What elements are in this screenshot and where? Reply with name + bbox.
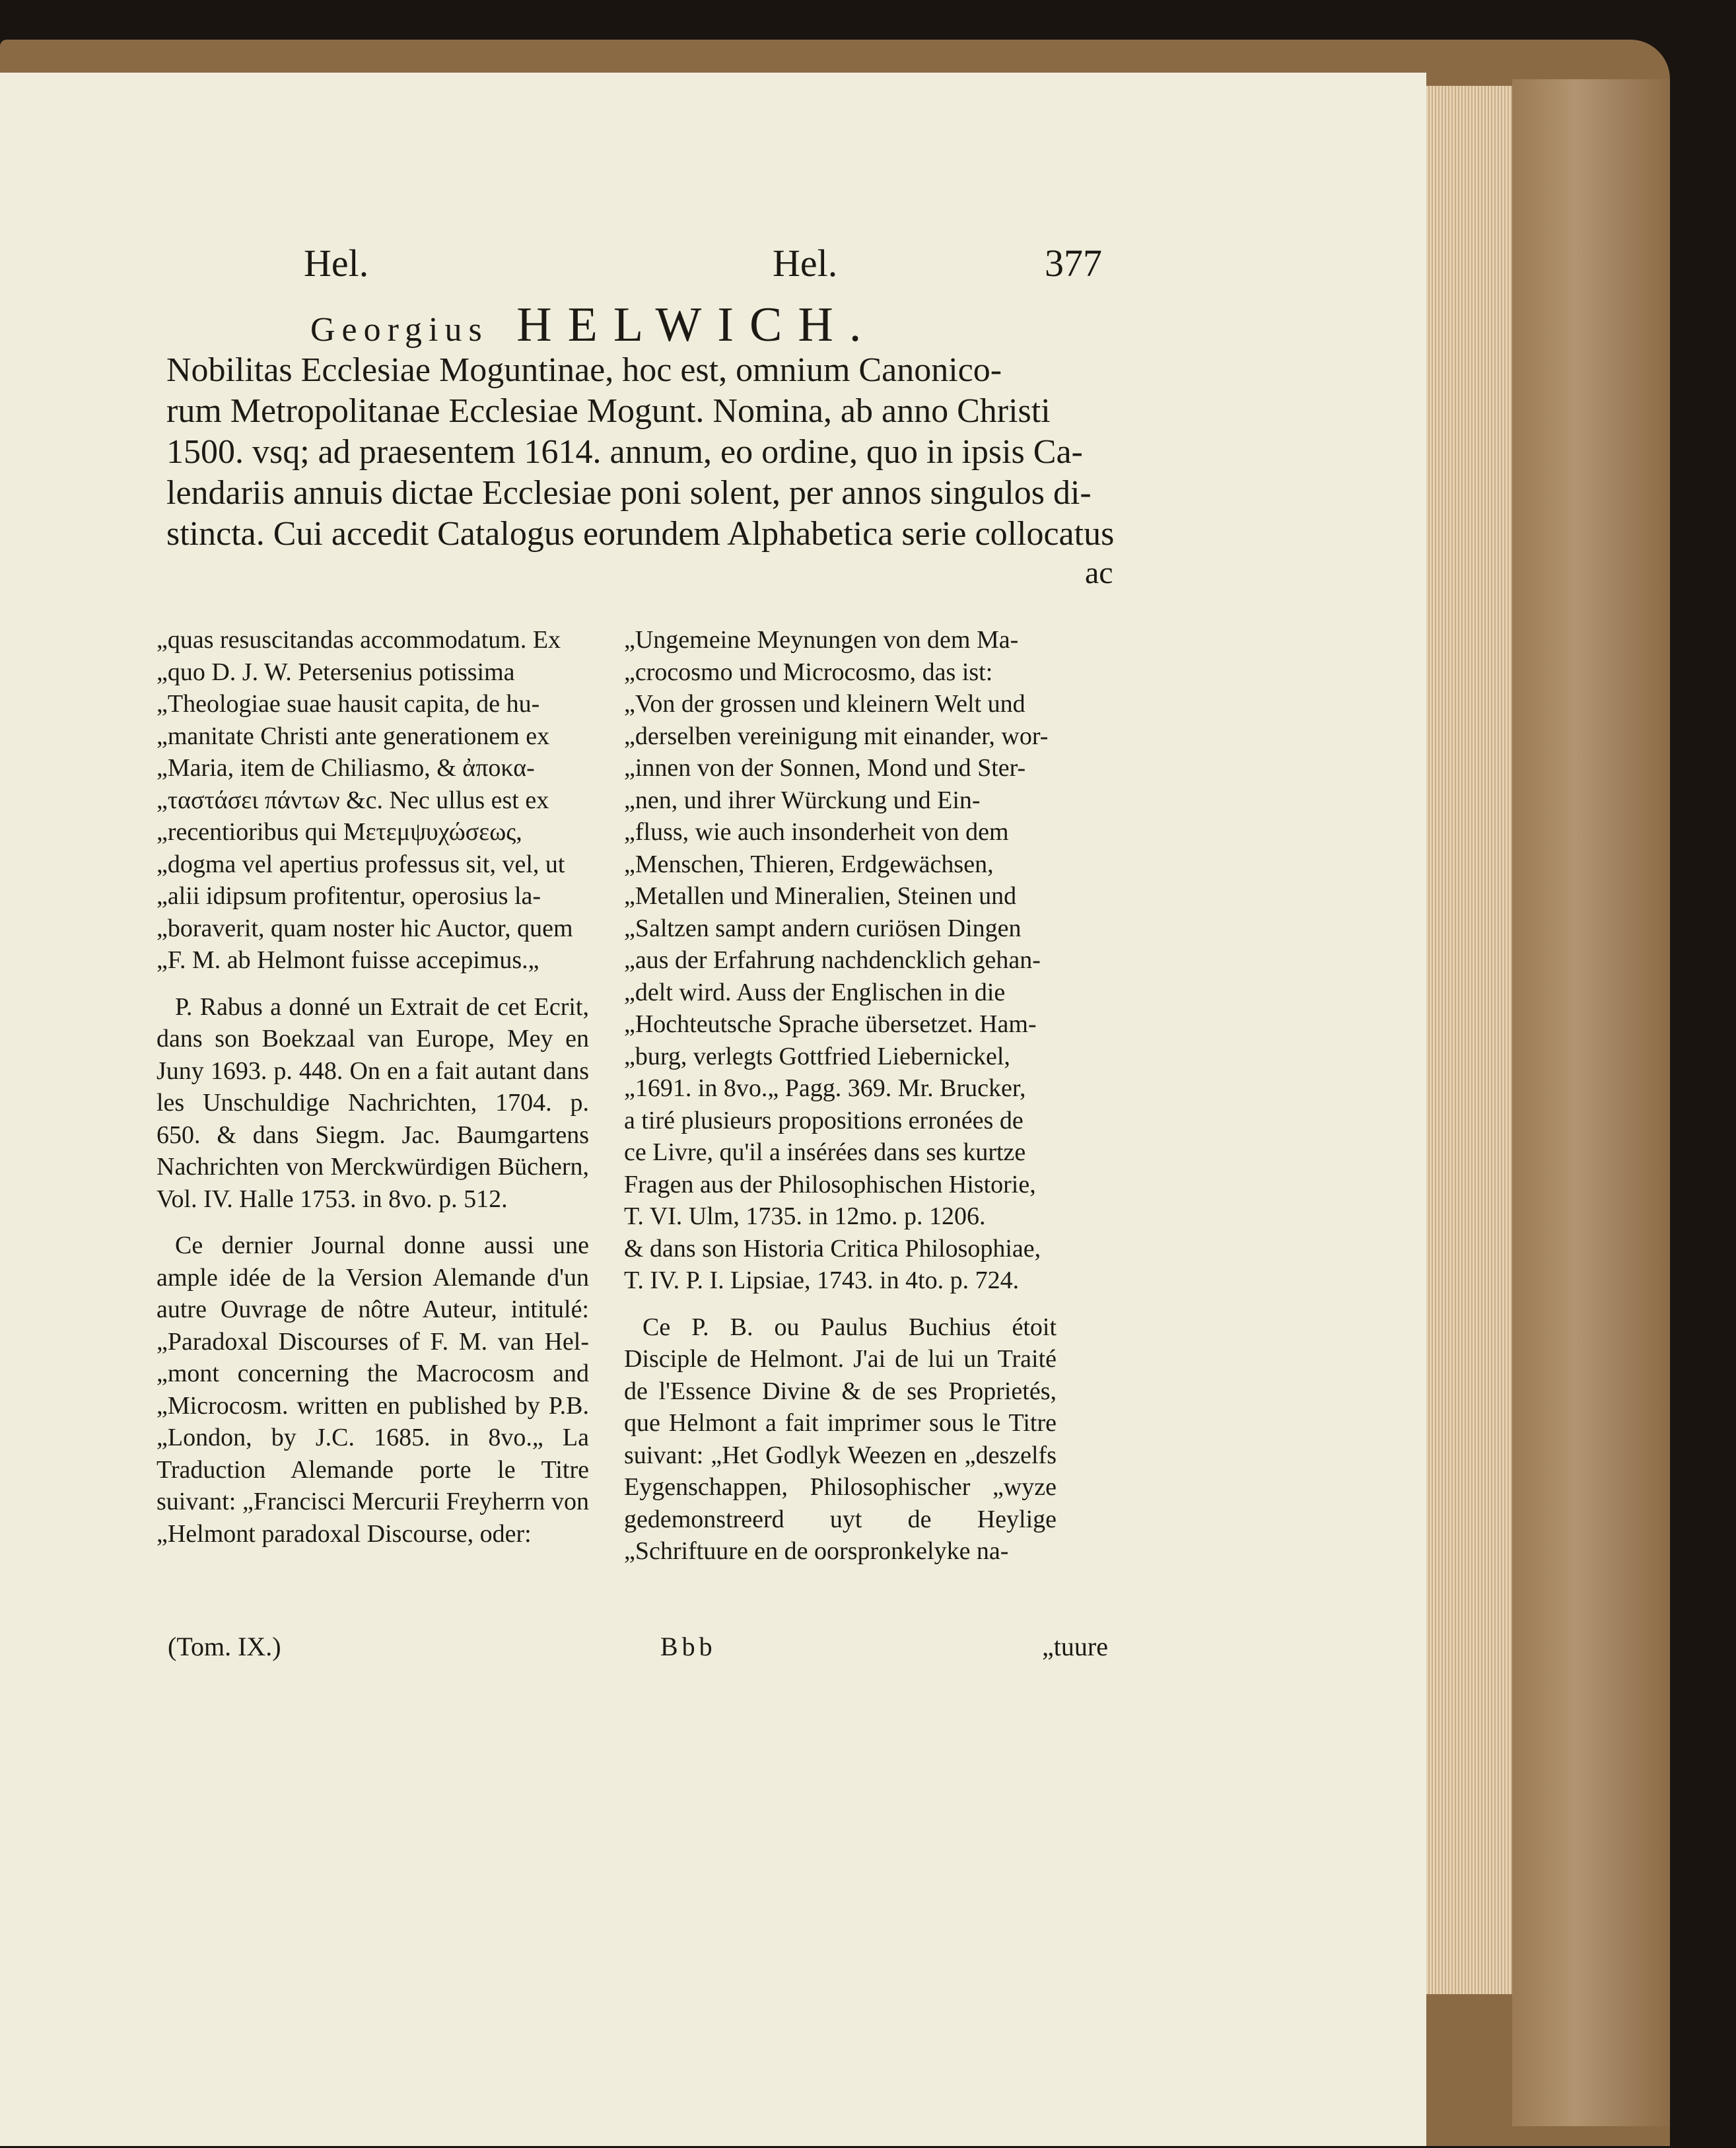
intro-paragraph: Nobilitas Ecclesiae Moguntinae, hoc est, omnium Canonico- rum Metropolitanae Ecclesiae Mogunt. Nomina, ab anno Christi 1500. vsq; ad praesentem 1614. annum, eo ordine, quo in ipsis Ca- lendariis annuis dictae Ecclesiae poni solent, per annos singulos di- stincta. Cui accedit Catalogus eorundem Alphabetica serie collocatus [166, 351, 1115, 553]
left-quote: „quas resuscitandas accommodatum. Ex „quo D. J. W. Petersenius potissima „Theologiae suae hausit capita, de hu- „manitate Christi ante generationem ex „Maria, item de Chiliasmo, & ἀποκα- „ταστάσει πάντων &c. Nec ullus est ex „recentioribus qui Μετεμψυχώσεως, „dogma vel apertius professus sit, vel, ut „alii idipsum profitentur, operosius la- „boraverit, quam noster hic Auctor, quem „F. M. ab Helmont fuisse accepimus.„ [156, 626, 573, 974]
intro-catchword: ac [1085, 555, 1113, 590]
page-number: 377 [1045, 242, 1102, 285]
left-paragraph-1: P. Rabus a donné un Extrait de cet Ecrit, dans son Boekzaal van Europe, Mey en Juny 1693. p. 448. On en a fait autant dans les Unschuldige Nachrichten, 1704. p. 650. & dans Siegm. Jac. Baumgartens Nachrichten von Merckwürdigen Büchern, Vol. IV. Halle 1753. in 8vo. p. 512. [156, 992, 589, 1213]
title-surname: HELWICH. [516, 298, 878, 352]
signature-mark: Bbb [660, 1632, 716, 1661]
page-edges [1426, 86, 1512, 1994]
running-head-left: Hel. [304, 242, 369, 285]
right-paragraph-1: Ce P. B. ou Paulus Buchius étoit Disciple de Helmont. J'ai de lui un Traité de l'Essence Divine & de ses Proprietés, que Helmont a fait imprimer sous le Titre suivant: „Het Godlyk Weezen en „deszelfs Eygenschappen, Philosophischer „wyze gedemonstreerd uyt de Heylige „Schriftuure en de oorspronkelyke na- [624, 1313, 1057, 1565]
catchword: „tuure [1042, 1632, 1108, 1661]
right-column [624, 624, 1057, 1568]
entry-title [310, 297, 877, 353]
left-column [156, 624, 589, 1550]
left-paragraph-2: Ce dernier Journal donne aussi une ample idée de la Version Alemande d'un autre Ouvrage de nôtre Auteur, intitulé: „Paradoxal Discourses of F. M. van Hel-„mont concerning the Macrocosm and „Microcosm. written en published by P.B. „London, by J.C. 1685. in 8vo.„ La Traduction Alemande porte le Titre suivant: „Francisci Mercurii Freyherrn von „Helmont paradoxal Discourse, oder: [156, 1231, 589, 1548]
running-head-center: Hel. [773, 242, 838, 285]
title-given-name: Georgius [310, 311, 489, 349]
right-quote: „Ungemeine Meynungen von dem Ma- „crocosmo und Microcosmo, das ist: „Von der grossen und kleinern Welt und „derselben vereinigung mit einander, wor- „innen von der Sonnen, Mond und Ster- „nen, und ihrer Würckung und Ein- „fluss, wie auch insonderheit von dem „Menschen, Thieren, Erdgewächsen, „Metallen und Mineralien, Steinen und „Saltzen sampt andern curiösen Dingen „aus der Erfahrung nachdencklich gehan- „delt wird. Auss der Englischen in die „Hochteutsche Sprache übersetzet. Ham- „burg, verlegts Gottfried Liebernickel, „1691. in 8vo.„ Pagg. 369. Mr. Brucker, a tiré plusieurs propositions erronées de ce Livre, qu'il a insérées dans ses kurtze Fragen aus der Philosophischen Historie, T. VI. Ulm, 1735. in 12mo. p. 1206. & dans son Historia Critica Philosophiae, T. IV. P. I. Lipsiae, 1743. in 4to. p. 724. [624, 626, 1049, 1294]
volume-marker: (Tom. IX.) [168, 1632, 281, 1661]
book-binding [1512, 79, 1670, 2126]
